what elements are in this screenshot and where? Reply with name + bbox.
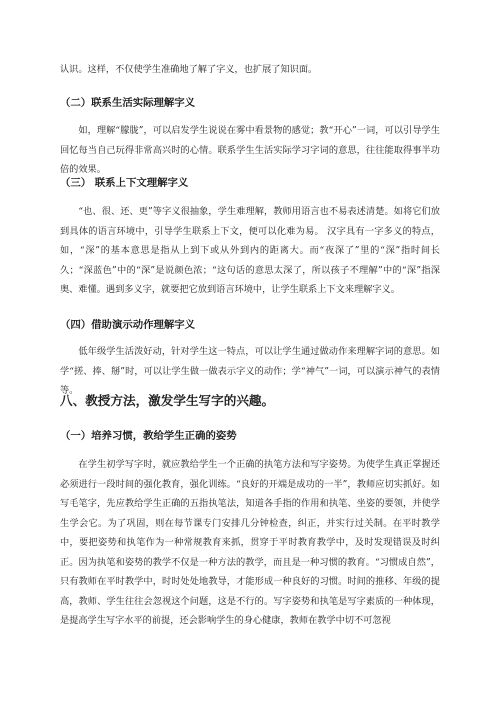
chapter-8-sub-1-heading: （一）培养习惯，教给学生正确的姿势 (60, 430, 237, 442)
chapter-8-sub-1-paragraph: 在学生初学写字时，就应教给学生一个正确的执笔方法和写字姿势。为使学生真正掌握还必须进行一段时间的强化教育，强化训练。“良好的开端是成功的一半”，教师应切实抓好。如写毛笔字，先应教给学生正确的五指执笔法，知道各手指的作用和执笔、坐姿的要领，并使学生学会它。为了巩固，则在每节课专门安排几分钟检查，纠正，并实行过关制。在平时教学中，要把姿势和执笔作为一种常规教育来抓，贯穿于平时教育教学中，及时发现错误及时纠正。因为执笔和姿势的教学不仅是一种方法的教学，而且是一种习惯的教育。“习惯成自然”，只有教师在平时教学中，时时处处地教导，才能形成一种良好的习惯。时间的推移、年级的提高，教师、学生往往会忽视这个问题，这是不行的。写字姿势和执笔是写字素质的一种体现，是提高学生写字水平的前提，还会影响学生的身心健康，教师在教学中切不可忽视 (60, 459, 440, 626)
section-4-paragraph: 低年级学生活泼好动，针对学生这一特点，可以让学生通过做动作来理解字词的意思。如学“搓、捧、掰”时，可以让学生做一做表示字义的动作；学“神气”一词，可以演示神气的表情等。 (60, 346, 440, 396)
section-4-heading: （四）借助演示动作理解字义 (60, 319, 196, 331)
section-3-heading: （三） 联系上下文理解字义 (60, 177, 189, 189)
intro-paragraph: 认识。这样，不仅使学生准确地了解了字义，也扩展了知识面。 (60, 64, 318, 75)
section-2-heading: （二）联系生活实际理解字义 (60, 97, 196, 109)
chapter-8-heading: 八、教授方法，激发学生写字的兴趣。 (60, 393, 275, 408)
section-3-paragraph: “也、很、还、更”等字义很抽象，学生难理解，教师用语言也不易表述清楚。如将它们放到具体的语言环境中，引导学生联系上下文，便可以化难为易。 汉字具有一字多义的特点，如，“深”的基本意思是指从上到下或从外到内的距离大。而“夜深了”里的“深”指时间长久；“深蓝色”中的“深”是说颜色浓；“这句话的意思太深了，所以孩子不理解”中的“深”指深奥、难懂。遇到多义字，就要把它放到语言环境中，让学生联系上下文来理解字义。 (60, 206, 440, 295)
section-2-paragraph: 如，理解“朦胧”，可以启发学生说说在雾中看景物的感觉；教“开心”一词，可以引导学生回忆每当自己玩得非常高兴时的心情。联系学生生活实际学习字词的意思，往往能取得事半功倍的效果。 (60, 125, 440, 175)
